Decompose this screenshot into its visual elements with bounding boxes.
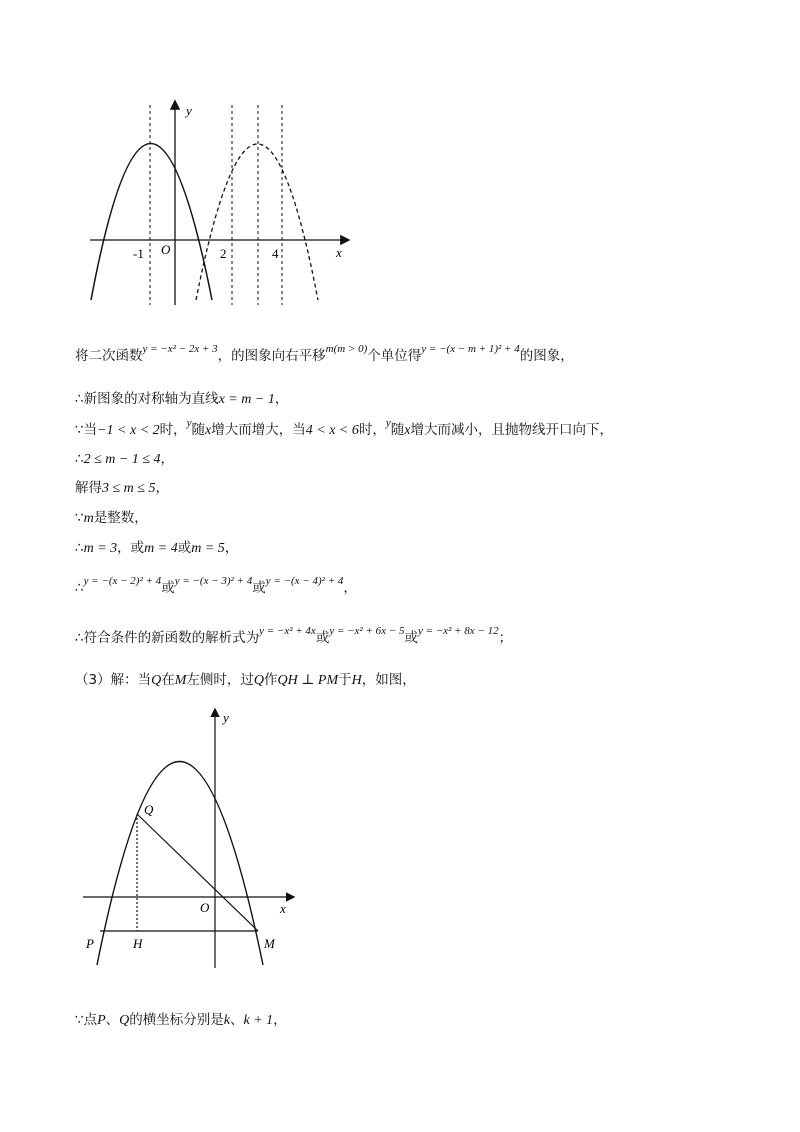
line-3: ∵当−1 < x < 2时，$^y$随x增大而增大，当4 < x < 6时，$^y$随x增大而减小，且抛物线开口向下， [75, 417, 613, 438]
line-7: ∴m = 3，或m = 4或m = 5， [75, 540, 239, 556]
tick-2: 2 [220, 246, 227, 261]
x-axis-label: x [336, 245, 342, 260]
x-axis-label: x [280, 901, 286, 916]
figure-1-graph [80, 95, 360, 315]
y-axis-label: y [186, 103, 192, 118]
line-1: 将二次函数$^{y = -x^2 - 2x + 3}$，的图象向右平移$^{m(m > 0)}$个单位得$^{y = -(x - m + 1)^2 + 4}$的图象， [75, 343, 574, 364]
parabola [97, 762, 263, 966]
line-11: ∵点P、Q的横坐标分别是k、k + 1， [75, 1012, 287, 1028]
parabola-original [91, 144, 212, 301]
line-8: ∴$^{y = -(x - 2)^2 + 4}$或$^{y = -(x - 3)^2 + 4}$或$^{y = -(x - 4)^2 + 4}$， [75, 575, 357, 596]
tick-4: 4 [272, 246, 279, 261]
y-axis-label: y [223, 710, 229, 725]
line-5: 解得3 ≤ m ≤ 5， [75, 480, 169, 496]
point-P-label: P [86, 936, 94, 951]
point-Q-label: Q [144, 802, 154, 817]
point-H-label: H [133, 936, 143, 951]
point-M-label: M [264, 936, 275, 951]
parabola-shifted [196, 144, 318, 300]
origin-label: O [161, 242, 171, 257]
line-10: （3）解：当Q在M左侧时，过Q作QH ⊥ PM于H，如图， [75, 672, 416, 688]
figure-2-graph [80, 705, 300, 970]
tick-neg1: -1 [133, 246, 144, 261]
line-9: ∴符合条件的新函数的解析式为$^{y = -x^2 + 4x}$或$^{y = -x^2 + 6x - 5}$或$^{y = -x^2 + 8x - 12}$； [75, 625, 513, 646]
line-6: ∵m是整数， [75, 510, 148, 526]
line-4: ∴2 ≤ m − 1 ≤ 4， [75, 451, 175, 467]
line-2: ∴新图象的对称轴为直线x = m − 1， [75, 391, 289, 407]
segment-QM [137, 814, 258, 931]
origin-label: O [200, 900, 210, 915]
